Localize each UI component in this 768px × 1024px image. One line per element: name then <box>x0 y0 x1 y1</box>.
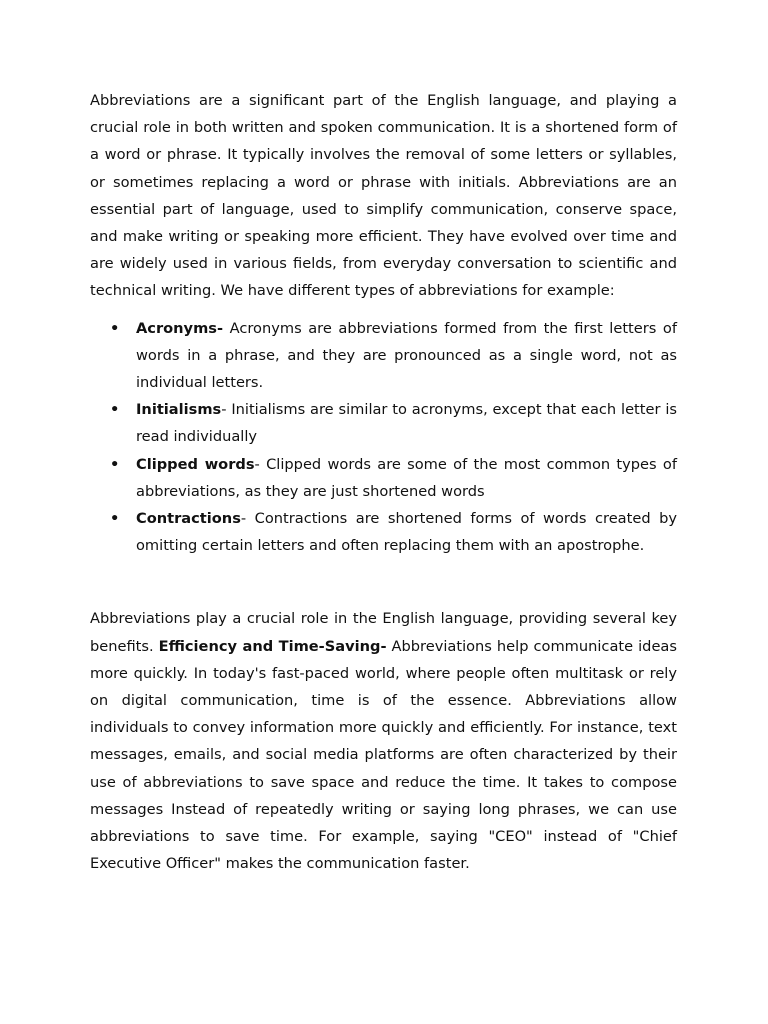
intro-paragraph: Abbreviations are a significant part of the English language, and playing a crucial role in both written and spoken communication. It is a shortened form of a word or phrase. It typically involves the removal of some letters or syllables, or sometimes replacing a word or phrase with initials. Abbreviations are an essential part of language, used to simplify communication, conserve space, and make writing or speaking more efficient. They have evolved over time and are widely used in various fields, from everyday conversation to scientific and technical writing. We have different types of abbreviations for example: <box>90 92 677 300</box>
bullet-text: - Initialisms are similar to acronyms, except that each letter is read individually <box>136 401 677 446</box>
bullet-icon: • <box>110 401 120 419</box>
benefits-body: Abbreviations help communicate ideas more quickly. In today's fast-paced world, where people often multitask or rely on digital communication, time is of the essence. Abbreviations allow individuals to convey information more quickly and efficiently. For instance, text messages, emails, and social media platforms are often characterized by their use of abbreviations to save space and reduce the time. It takes to compose messages Instead of repeatedly writing or saying long phrases, we can use abbreviations to save time. For example, saying "CEO" instead of "Chief Executive Officer" makes the communication faster. <box>90 637 677 873</box>
benefits-paragraph <box>90 605 677 877</box>
document-page <box>90 87 677 877</box>
bullet-text: - Contractions are shortened forms of words created by omitting certain letters and often replacing them with an apostrophe. <box>136 510 677 555</box>
list-item-initialisms <box>90 396 677 450</box>
bullet-term: Clipped words <box>136 455 255 473</box>
bullet-text: - Clipped words are some of the most common types of abbreviations, as they are just shortened words <box>136 455 677 500</box>
benefits-lead: Abbreviations play a crucial role in the English language, providing several key benefits. <box>90 610 677 655</box>
list-item-clipped-words <box>90 451 677 505</box>
list-item-acronyms <box>90 315 677 397</box>
bullet-term: Acronyms- <box>136 319 224 337</box>
bullet-icon: • <box>110 510 120 528</box>
benefits-heading-inline: Efficiency and Time-Saving- <box>158 637 387 655</box>
list-item-contractions <box>90 505 677 559</box>
bullet-term: Contractions <box>136 510 241 528</box>
bullet-icon: • <box>110 455 120 473</box>
abbreviation-types-list <box>90 315 677 560</box>
bullet-icon: • <box>110 319 120 337</box>
bullet-term: Initialisms <box>136 401 222 419</box>
bullet-text: Acronyms are abbreviations formed from the first letters of words in a phrase, and they are pronounced as a single word, not as individual letters. <box>136 319 677 392</box>
